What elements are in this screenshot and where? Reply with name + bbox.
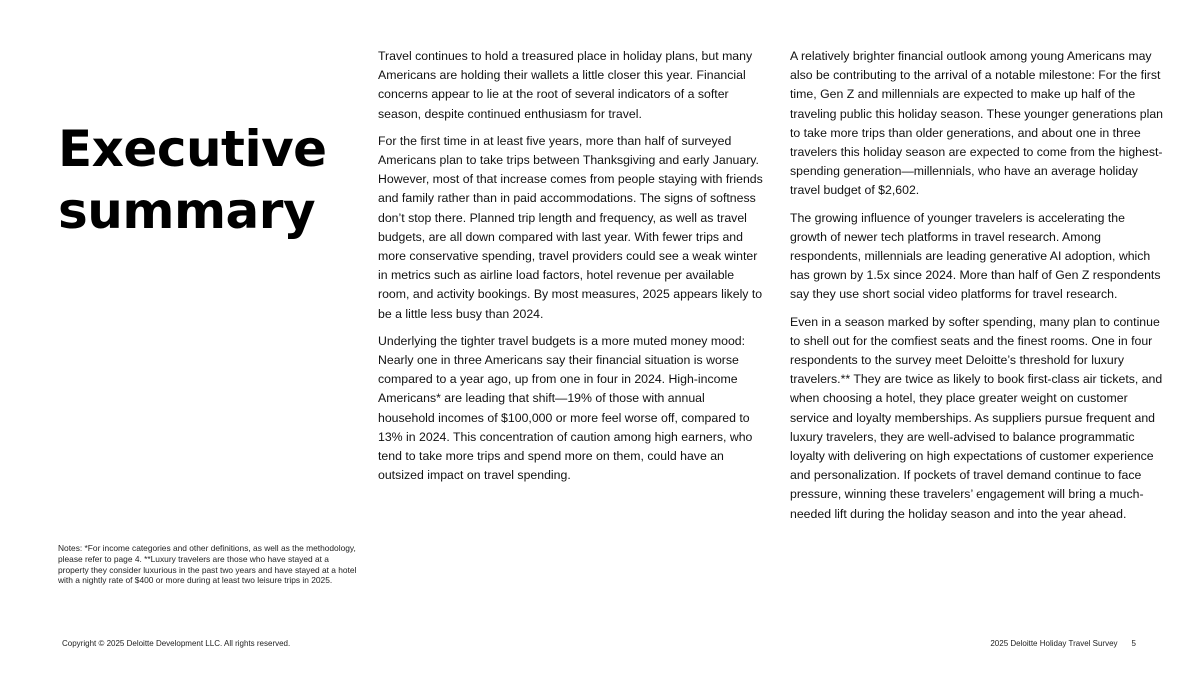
publication-title: 2025 Deloitte Holiday Travel Survey xyxy=(990,639,1118,648)
page-title xyxy=(58,118,327,242)
copyright-footer: Copyright © 2025 Deloitte Development LLC. All rights reserved. xyxy=(62,639,291,648)
paragraph: A relatively brighter financial outlook among young Americans may also be contributing to the arrival of a notable milestone: For the first time, Gen Z and millennials are expected to make up half of the traveling public this holiday season. These younger generations plan to take more trips than older generations, and about one in three travelers this holiday season are expected to come from the highest-spending generation—millennials, who have an average holiday travel budget of $2,602. xyxy=(790,49,1164,198)
body-column-left xyxy=(378,47,763,493)
publication-footer xyxy=(990,639,1136,649)
paragraph: Underlying the tighter travel budgets is a more muted money mood: Nearly one in three Americans say their financial situation is worse compared to a year ago, up from one in four in 2024. High-income Americans* are leading that shift—19% of those with annual household incomes of $100,000 or more feel worse off, compared to 13% in 2024. This concentration of caution among high earners, who tend to take more trips and spend more on them, could have an outsized impact on travel spending. xyxy=(378,333,753,483)
page-title-line-2: summary xyxy=(58,182,316,240)
paragraph: For the first time in at least five years, more than half of surveyed Americans plan to take trips between Thanksgiving and early January. However, most of that increase comes from people staying with friends and family rather than in paid accommodations. The signs of softness don’t stop there. Planned trip length and frequency, as well as travel budgets, are all down compared with last year. With fewer trips and more conservative spending, travel providers could see a weak winter in metrics such as airline load factors, hotel revenue per available room, and activity bookings. By most measures, 2025 appears likely to be a little less busy than 2024. xyxy=(378,133,763,321)
paragraph: Even in a season marked by softer spending, many plan to continue to shell out for the comfiest seats and the finest rooms. One in four respondents to the survey meet Deloitte’s threshold for luxury travelers.** They are twice as likely to book first-class air tickets, and when choosing a hotel, they place greater weight on customer service and loyalty memberships. As suppliers pursue frequent and luxury travelers, they are well-advised to balance programmatic loyalty with delivering on high expectations of customer experience and personalization. If pockets of travel demand continue to face pressure, winning these travelers’ engagement will bring a much-needed lift during the holiday season and into the year ahead. xyxy=(790,314,1163,521)
page-title-line-1: Executive xyxy=(58,120,327,178)
paragraph: The growing influence of younger travelers is accelerating the growth of newer tech platforms in travel research. Among respondents, millennials are leading generative AI adoption, which has grown by 1.5x since 2024. More than half of Gen Z respondents say they use short social video platforms for travel research. xyxy=(790,210,1161,302)
footnotes: Notes: *For income categories and other definitions, as well as the methodology, please refer to page 4. **Luxury travelers are those who have stayed at a property they consider luxurious in the past two years and have stayed at a hotel with a nightly rate of $400 or more during at least two leisure trips in 2025. xyxy=(58,543,357,586)
paragraph: Travel continues to hold a treasured place in holiday plans, but many Americans are holding their wallets a little closer this year. Financial concerns appear to lie at the root of several indicators of a softer season, despite continued enthusiasm for travel. xyxy=(378,49,753,121)
page-number: 5 xyxy=(1131,639,1136,648)
body-column-right xyxy=(790,47,1165,532)
